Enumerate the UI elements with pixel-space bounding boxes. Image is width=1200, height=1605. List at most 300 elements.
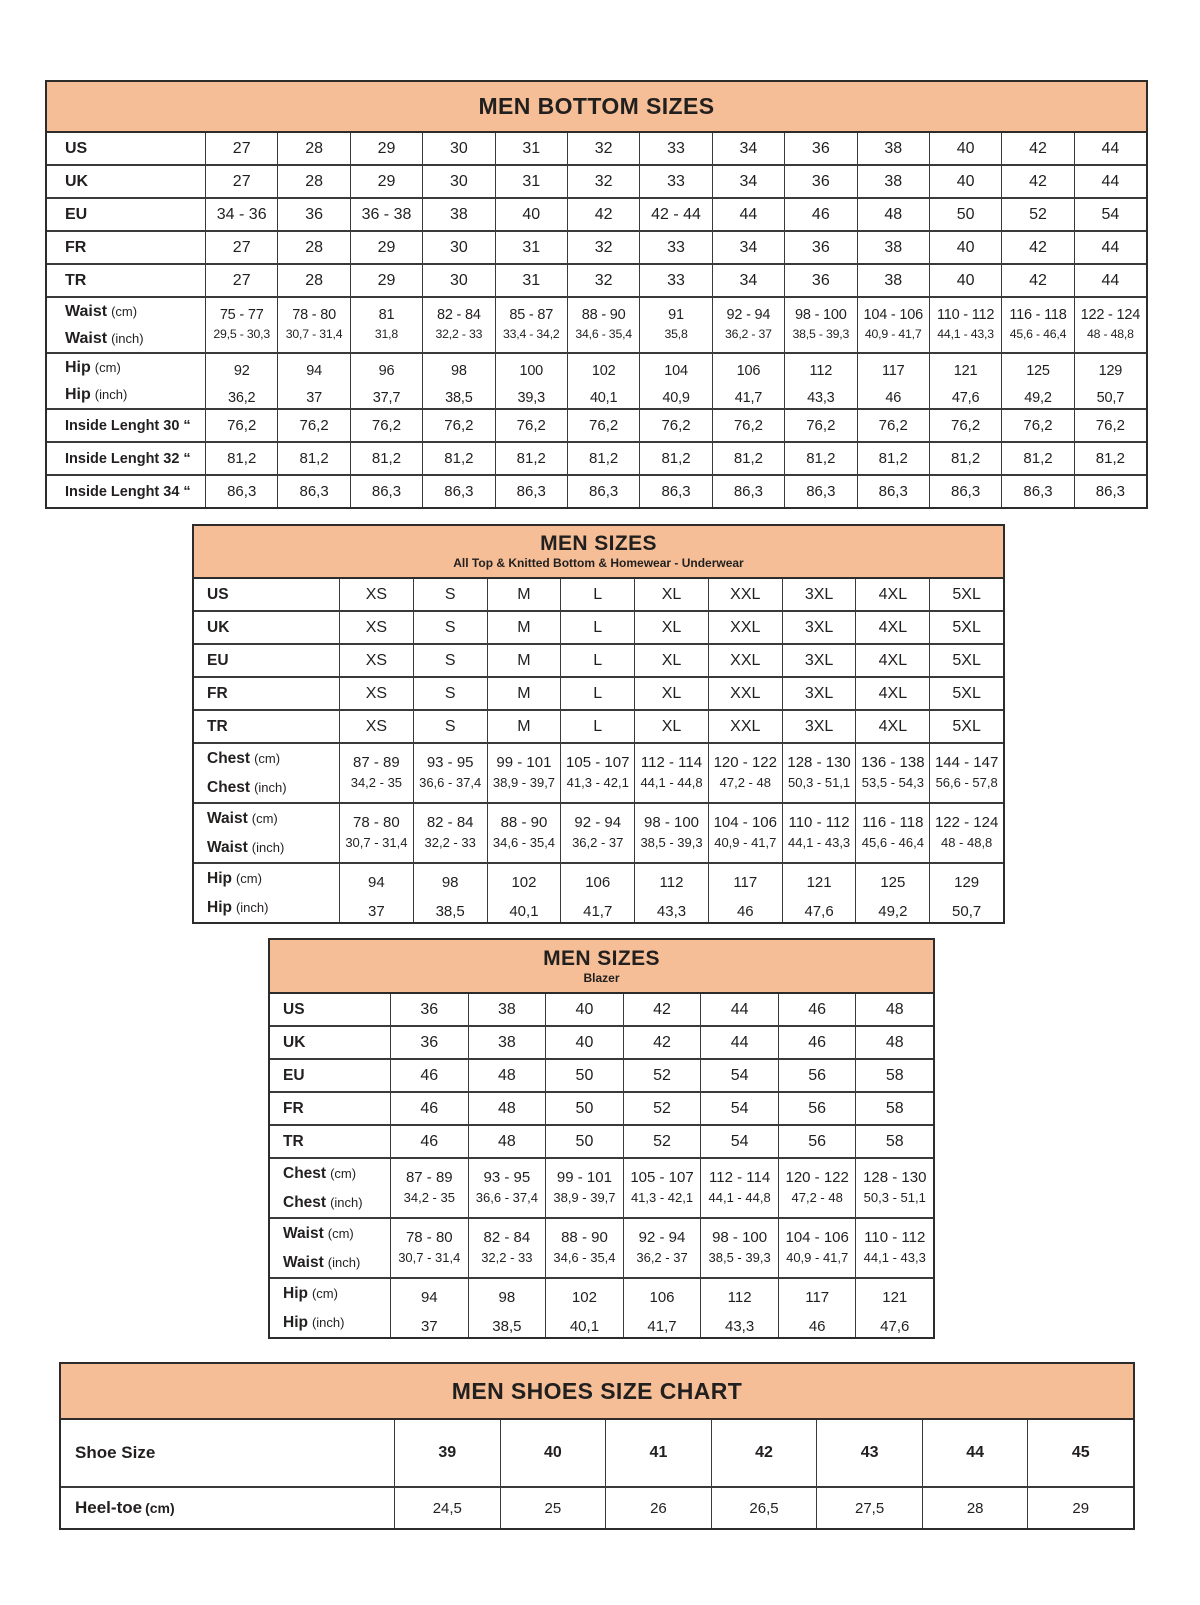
table-cell: 98 - 100 — [784, 298, 856, 325]
row-label-text: Inside Lenght 32 “ — [65, 450, 191, 467]
table-cell: 44 — [1074, 166, 1146, 197]
row-label-unit: (inch) — [94, 387, 128, 402]
table-row — [270, 1159, 933, 1188]
row-label-text: EU — [283, 1066, 305, 1084]
table-row — [194, 678, 1003, 709]
table-cell: 98 — [422, 354, 494, 381]
table-section — [47, 197, 1146, 230]
row-label-unit: (cm) — [235, 871, 262, 886]
table-cell: 50,3 - 51,1 — [855, 1188, 933, 1217]
table-cell: 32 — [567, 232, 639, 263]
table-cell: 98 — [413, 864, 487, 893]
table-cell: 92 — [205, 354, 277, 381]
table-cell: S — [413, 678, 487, 709]
table-cell: 3XL — [782, 711, 856, 742]
table-cell: 48 — [857, 199, 929, 230]
table-row — [194, 579, 1003, 610]
table-cell: 44 — [712, 199, 784, 230]
table-section — [61, 1420, 1133, 1486]
table-cell: 32 — [567, 166, 639, 197]
table-cell: 129 — [1074, 354, 1146, 381]
table-cell: XXL — [708, 579, 782, 610]
table-cell: 40 — [500, 1420, 606, 1486]
row-label-text: US — [283, 1000, 305, 1018]
table-cell: 36,6 - 37,4 — [413, 773, 487, 802]
table-cell: 58 — [855, 1126, 933, 1157]
table-cell: 4XL — [855, 711, 929, 742]
table-cell: 121 — [855, 1279, 933, 1308]
table-cell: 47,2 - 48 — [778, 1188, 856, 1217]
table-cell: 38,5 - 39,3 — [784, 325, 856, 352]
table-cell: XXL — [708, 612, 782, 643]
table-cell: 122 - 124 — [929, 804, 1003, 833]
table-cell: 54 — [1074, 199, 1146, 230]
table-cell: 36,2 — [205, 381, 277, 408]
table-section — [270, 994, 933, 1025]
table-cell: 128 - 130 — [782, 744, 856, 773]
table-cell: 35,8 — [639, 325, 711, 352]
table-cell: XS — [339, 678, 413, 709]
table-cell: 48 — [468, 1093, 546, 1124]
row-label — [194, 612, 339, 643]
table-header — [270, 940, 933, 994]
table-cell: 50 — [929, 199, 1001, 230]
row-label — [47, 325, 205, 352]
row-label-unit: (inch) — [251, 840, 285, 855]
table-cell: 76,2 — [712, 410, 784, 441]
table-cell: 50 — [545, 1126, 623, 1157]
table-men-shoes — [59, 1362, 1135, 1530]
table-row — [270, 1219, 933, 1248]
table-cell: 27 — [205, 232, 277, 263]
table-cell: 56 — [778, 1126, 856, 1157]
table-cell: 34,2 - 35 — [390, 1188, 468, 1217]
table-cell: 34,6 - 35,4 — [487, 833, 561, 862]
row-label-unit: (cm) — [145, 1500, 175, 1516]
row-label — [194, 804, 339, 833]
table-cell: 78 - 80 — [339, 804, 413, 833]
table-cell: 56 — [778, 1093, 856, 1124]
row-label — [270, 1219, 390, 1248]
row-label — [47, 133, 205, 164]
table-cell: 28 — [922, 1488, 1028, 1528]
table-cell: XL — [634, 711, 708, 742]
table-cell: 87 - 89 — [390, 1159, 468, 1188]
table-cell: 99 - 101 — [545, 1159, 623, 1188]
row-label-unit: (inch) — [330, 1195, 363, 1210]
row-label — [47, 265, 205, 296]
table-row — [194, 864, 1003, 893]
table-cell: 28 — [277, 166, 349, 197]
table-cell: 32,2 - 33 — [422, 325, 494, 352]
table-cell: 86,3 — [1074, 476, 1146, 507]
table-cell: 49,2 — [1001, 381, 1073, 408]
table-section — [270, 1091, 933, 1124]
table-cell: 45,6 - 46,4 — [855, 833, 929, 862]
table-cell: 38 — [857, 265, 929, 296]
table-cell: 46 — [857, 381, 929, 408]
table-cell: 104 - 106 — [778, 1219, 856, 1248]
table-row — [47, 265, 1146, 296]
row-label — [270, 1159, 390, 1188]
table-row — [47, 325, 1146, 352]
table-cell: 36,6 - 37,4 — [468, 1188, 546, 1217]
table-cell: XXL — [708, 645, 782, 676]
table-cell: 76,2 — [205, 410, 277, 441]
table-cell: 54 — [700, 1060, 778, 1091]
table-title: MEN BOTTOM SIZES — [478, 93, 715, 120]
row-label — [270, 1126, 390, 1157]
table-header — [61, 1364, 1133, 1420]
table-cell: 38,5 — [413, 893, 487, 922]
table-cell: 106 — [712, 354, 784, 381]
table-cell: 46 — [778, 1027, 856, 1058]
row-label-text: Waist — [207, 809, 248, 827]
row-label — [270, 1188, 390, 1217]
table-cell: 110 - 112 — [782, 804, 856, 833]
table-cell: 112 — [700, 1279, 778, 1308]
table-cell: 40,9 - 41,7 — [778, 1248, 856, 1277]
table-cell: 50,7 — [929, 893, 1003, 922]
row-label-text: Hip — [283, 1284, 308, 1302]
table-cell: 76,2 — [350, 410, 422, 441]
table-section — [47, 296, 1146, 352]
table-cell: 52 — [1001, 199, 1073, 230]
table-cell: 42 — [623, 994, 701, 1025]
row-label-text: Shoe Size — [75, 1443, 156, 1462]
table-cell: 112 - 114 — [700, 1159, 778, 1188]
row-label-unit: (cm) — [311, 1286, 338, 1301]
table-cell: 4XL — [855, 579, 929, 610]
table-cell: 47,2 - 48 — [708, 773, 782, 802]
table-cell: 38,5 — [468, 1308, 546, 1337]
table-cell: 34,2 - 35 — [339, 773, 413, 802]
table-cell: 92 - 94 — [560, 804, 634, 833]
table-cell: 3XL — [782, 678, 856, 709]
table-cell: 34 — [712, 232, 784, 263]
table-cell: 29 — [350, 265, 422, 296]
table-cell: 96 — [350, 354, 422, 381]
table-cell: 91 — [639, 298, 711, 325]
table-cell: 40 — [545, 994, 623, 1025]
table-cell: 29 — [1027, 1488, 1133, 1528]
table-row — [194, 744, 1003, 773]
table-cell: 81,2 — [350, 443, 422, 474]
table-row — [270, 1248, 933, 1277]
table-row — [47, 166, 1146, 197]
table-section — [47, 352, 1146, 408]
table-cell: 86,3 — [1001, 476, 1073, 507]
table-cell: 38,5 - 39,3 — [700, 1248, 778, 1277]
table-cell: 81,2 — [1001, 443, 1073, 474]
table-cell: 44 — [1074, 265, 1146, 296]
row-label-unit: (inch) — [254, 780, 287, 795]
row-label-text: Chest — [283, 1193, 327, 1211]
table-cell: 85 - 87 — [495, 298, 567, 325]
table-cell: 42 - 44 — [639, 199, 711, 230]
table-cell: 82 - 84 — [468, 1219, 546, 1248]
table-cell: 38 — [468, 994, 546, 1025]
table-cell: 42 — [623, 1027, 701, 1058]
row-label — [47, 232, 205, 263]
row-label-text: Inside Lenght 34 “ — [65, 483, 191, 500]
table-cell: 31,8 — [350, 325, 422, 352]
table-cell: 36 — [784, 265, 856, 296]
table-row — [61, 1488, 1133, 1528]
table-cell: 33 — [639, 166, 711, 197]
table-cell: S — [413, 579, 487, 610]
row-label-text: US — [65, 139, 88, 157]
table-row — [47, 199, 1146, 230]
table-cell: L — [560, 711, 634, 742]
table-cell: 28 — [277, 232, 349, 263]
table-cell: 56,6 - 57,8 — [929, 773, 1003, 802]
table-section — [194, 676, 1003, 709]
table-cell: 40 — [545, 1027, 623, 1058]
row-label-text: TR — [65, 271, 87, 289]
table-cell: 52 — [623, 1093, 701, 1124]
table-cell: 3XL — [782, 645, 856, 676]
row-label-unit: (cm) — [327, 1226, 354, 1241]
table-cell: 104 — [639, 354, 711, 381]
row-label-text: Chest — [207, 778, 251, 796]
table-cell: 34 — [712, 166, 784, 197]
row-label-unit: (inch) — [327, 1255, 361, 1270]
table-subtitle: All Top & Knitted Bottom & Homewear - Underwear — [453, 556, 744, 571]
table-cell: 37,7 — [350, 381, 422, 408]
row-label — [194, 711, 339, 742]
row-label — [194, 579, 339, 610]
table-cell: 92 - 94 — [623, 1219, 701, 1248]
table-cell: 38 — [857, 133, 929, 164]
table-cell: 30 — [422, 166, 494, 197]
table-cell: 44,1 - 43,3 — [855, 1248, 933, 1277]
table-cell: 76,2 — [422, 410, 494, 441]
table-cell: 94 — [390, 1279, 468, 1308]
table-cell: 117 — [708, 864, 782, 893]
row-label-text: Inside Lenght 30 “ — [65, 417, 191, 434]
table-cell: 112 — [634, 864, 708, 893]
table-section — [47, 263, 1146, 296]
table-cell: 31 — [495, 166, 567, 197]
table-cell: 110 - 112 — [855, 1219, 933, 1248]
table-cell: 43,3 — [634, 893, 708, 922]
table-row — [47, 476, 1146, 507]
row-label-text: TR — [283, 1132, 304, 1150]
row-label-text: Hip — [207, 869, 232, 887]
table-cell: 25 — [500, 1488, 606, 1528]
table-cell: 42 — [711, 1420, 817, 1486]
table-cell: 78 - 80 — [390, 1219, 468, 1248]
table-cell: 29 — [350, 166, 422, 197]
row-label — [270, 1027, 390, 1058]
table-cell: 112 — [784, 354, 856, 381]
row-label-unit: (cm) — [330, 1166, 357, 1181]
table-cell: 32,2 - 33 — [413, 833, 487, 862]
table-section — [194, 579, 1003, 610]
table-row — [47, 354, 1146, 381]
table-cell: 76,2 — [1074, 410, 1146, 441]
row-label — [47, 410, 205, 441]
table-cell: 81 — [350, 298, 422, 325]
table-row — [194, 645, 1003, 676]
table-cell: 27,5 — [816, 1488, 922, 1528]
table-cell: 5XL — [929, 711, 1003, 742]
table-cell: 121 — [782, 864, 856, 893]
table-cell: L — [560, 645, 634, 676]
table-cell: 4XL — [855, 678, 929, 709]
table-cell: M — [487, 612, 561, 643]
table-row — [61, 1420, 1133, 1486]
table-cell: 54 — [700, 1093, 778, 1124]
table-cell: 81,2 — [712, 443, 784, 474]
table-cell: 120 - 122 — [778, 1159, 856, 1188]
table-cell: S — [413, 612, 487, 643]
table-cell: 46 — [784, 199, 856, 230]
table-cell: 128 - 130 — [855, 1159, 933, 1188]
table-cell: 33 — [639, 265, 711, 296]
table-cell: S — [413, 645, 487, 676]
table-cell: 87 - 89 — [339, 744, 413, 773]
table-cell: XL — [634, 612, 708, 643]
table-cell: 38,9 - 39,7 — [545, 1188, 623, 1217]
table-cell: S — [413, 711, 487, 742]
table-cell: 39,3 — [495, 381, 567, 408]
table-cell: 36 — [277, 199, 349, 230]
row-label-text: EU — [65, 205, 88, 223]
row-label — [61, 1420, 394, 1486]
table-section — [194, 862, 1003, 922]
row-label — [47, 381, 205, 408]
row-label-text: Waist — [283, 1224, 324, 1242]
table-cell: 86,3 — [277, 476, 349, 507]
table-cell: 82 - 84 — [422, 298, 494, 325]
table-section — [194, 742, 1003, 802]
table-title: MEN SHOES SIZE CHART — [451, 1377, 743, 1404]
table-cell: 43 — [816, 1420, 922, 1486]
table-cell: 86,3 — [205, 476, 277, 507]
table-cell: 81,2 — [567, 443, 639, 474]
table-cell: 4XL — [855, 612, 929, 643]
table-cell: 43,3 — [784, 381, 856, 408]
row-label-unit: (inch) — [235, 900, 269, 915]
table-cell: 36,2 - 37 — [560, 833, 634, 862]
table-cell: 30 — [422, 265, 494, 296]
table-cell: L — [560, 579, 634, 610]
table-row — [47, 410, 1146, 441]
row-label-unit: (cm) — [111, 304, 138, 319]
table-cell: 86,3 — [422, 476, 494, 507]
table-cell: 100 — [495, 354, 567, 381]
table-cell: 40 — [929, 265, 1001, 296]
table-cell: 104 - 106 — [857, 298, 929, 325]
table-section — [61, 1486, 1133, 1528]
table-cell: 40 — [929, 133, 1001, 164]
table-cell: 92 - 94 — [712, 298, 784, 325]
row-label — [194, 864, 339, 893]
table-cell: 45 — [1027, 1420, 1133, 1486]
table-men-sizes-tops — [192, 524, 1005, 924]
table-cell: 41,7 — [712, 381, 784, 408]
table-cell: 40,1 — [545, 1308, 623, 1337]
table-cell: 125 — [1001, 354, 1073, 381]
table-cell: 3XL — [782, 612, 856, 643]
table-cell: 86,3 — [712, 476, 784, 507]
table-cell: 38,9 - 39,7 — [487, 773, 561, 802]
table-cell: 38,5 — [422, 381, 494, 408]
row-label — [47, 476, 205, 507]
row-label-text: UK — [65, 172, 89, 190]
table-cell: 24,5 — [394, 1488, 500, 1528]
table-cell: 34 — [712, 265, 784, 296]
row-label-text: FR — [283, 1099, 304, 1117]
table-row — [194, 833, 1003, 862]
table-cell: 56 — [778, 1060, 856, 1091]
table-subtitle: Blazer — [583, 970, 620, 985]
table-cell: 48 - 48,8 — [1074, 325, 1146, 352]
table-cell: 30 — [422, 232, 494, 263]
table-cell: 86,3 — [495, 476, 567, 507]
table-cell: 33 — [639, 133, 711, 164]
row-label-text: FR — [207, 684, 228, 702]
table-cell: 86,3 — [857, 476, 929, 507]
table-cell: M — [487, 579, 561, 610]
table-cell: 33,4 - 34,2 — [495, 325, 567, 352]
table-cell: 98 — [468, 1279, 546, 1308]
table-cell: XXL — [708, 678, 782, 709]
table-cell: 38 — [857, 166, 929, 197]
table-cell: 116 - 118 — [855, 804, 929, 833]
table-cell: 30 — [422, 133, 494, 164]
table-section — [47, 230, 1146, 263]
row-label — [270, 994, 390, 1025]
table-cell: 81,2 — [422, 443, 494, 474]
table-cell: 86,3 — [929, 476, 1001, 507]
table-cell: 50 — [545, 1060, 623, 1091]
table-row — [270, 1188, 933, 1217]
table-cell: 50,7 — [1074, 381, 1146, 408]
table-cell: 3XL — [782, 579, 856, 610]
table-title: MEN SIZES — [543, 946, 660, 970]
row-label-text: Waist — [65, 302, 108, 320]
table-header — [194, 526, 1003, 579]
table-cell: 45,6 - 46,4 — [1001, 325, 1073, 352]
row-label — [47, 298, 205, 325]
table-section — [194, 643, 1003, 676]
row-label-text: UK — [283, 1033, 306, 1051]
table-cell: 46 — [390, 1126, 468, 1157]
table-cell: 82 - 84 — [413, 804, 487, 833]
table-men-bottom-sizes — [45, 80, 1148, 509]
table-row — [194, 893, 1003, 922]
table-cell: 5XL — [929, 612, 1003, 643]
row-label-unit: (cm) — [254, 751, 281, 766]
table-cell: 30,7 - 31,4 — [277, 325, 349, 352]
table-cell: 26,5 — [711, 1488, 817, 1528]
table-cell: 112 - 114 — [634, 744, 708, 773]
table-cell: 102 — [487, 864, 561, 893]
table-cell: 32 — [567, 133, 639, 164]
table-cell: 44,1 - 44,8 — [700, 1188, 778, 1217]
table-section — [194, 802, 1003, 862]
table-cell: 41,3 - 42,1 — [623, 1188, 701, 1217]
table-cell: 76,2 — [857, 410, 929, 441]
table-cell: 41,7 — [560, 893, 634, 922]
table-cell: 39 — [394, 1420, 500, 1486]
table-cell: 58 — [855, 1060, 933, 1091]
row-label-text: US — [207, 585, 229, 603]
table-row — [47, 381, 1146, 408]
